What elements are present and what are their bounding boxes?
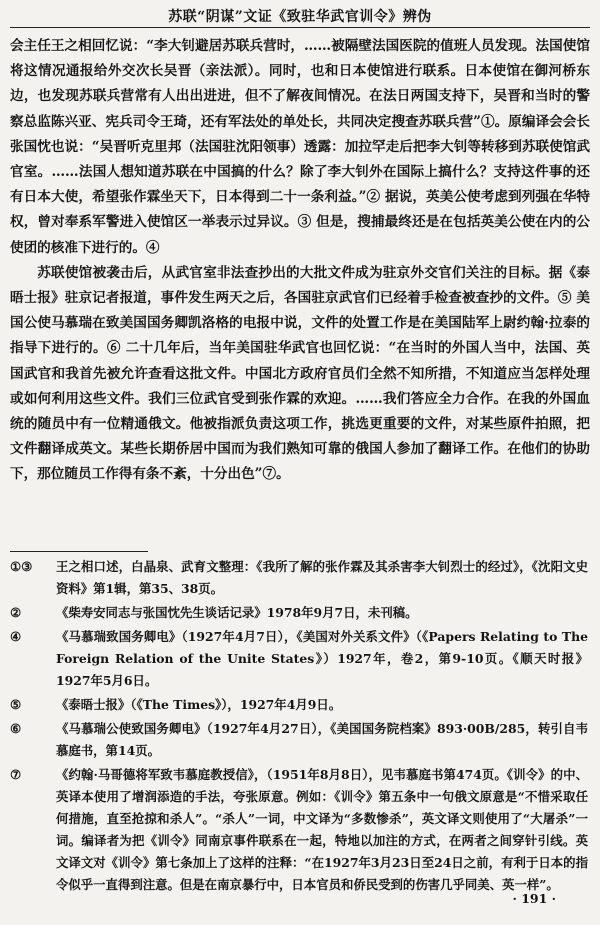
footnote-mark: ⑤: [10, 697, 22, 712]
footnote-mark: ①③: [10, 559, 33, 574]
footnote-5: [10, 694, 588, 716]
header-rule: [10, 27, 590, 28]
footnote-2: [10, 602, 588, 624]
footnote-mark: ⑥: [10, 721, 22, 736]
footnote-1-3: [10, 556, 588, 600]
footnote-mark: ④: [10, 629, 22, 644]
footnote-text: 《柴寿安同志与张国忱先生谈话记录》1978年9月7日，未刊稿。: [56, 605, 418, 620]
footnote-text: 《泰晤士报》（《The Times》），1927年4月9日。: [56, 697, 342, 712]
paragraph-1: 会主任王之相回忆说：“李大钊避居苏联兵营时，……被隔壁法国医院的值班人员发现。法国使馆将这情况通报给外交次长吴晋（亲法派）。同时，也和日本使馆进行联系。日本使馆在御河桥东边，也发现苏联兵营常有人出出进进，但不了解夜间情况。在法日两国支持下，吴晋和当时的警察总监陈兴亚、宪兵司令王琦，还有军法处的单处长，共同决定搜查苏联兵营”①。原编译会会长张国忱也说：“吴晋听克里邦（法国驻沈阳领事）透露：加拉罕走后把李大钊等转移到苏联使馆武官室。……法国人想知道苏联在中国搞的什么？除了李大钊外在国际上搞什么？支持这件事的还有日本大使，希望张作霖坐天下，日本得到二十一条利益。”② 据说，英美公使考虑到列强在华特权，曾对奉系军警进入使馆区一举表示过异议。③ 但是，搜捕最终还是在包括英美公使在内的公使团的核准下进行的。④: [10, 38, 590, 256]
footnote-7: [10, 764, 588, 896]
footnote-mark: ⑦: [10, 767, 22, 782]
footnote-text: 《马慕瑞公使致国务卿电》（1927年4月27日），《美国国务院档案》893·00B/285，转引自韦慕庭书，第14页。: [56, 721, 588, 758]
main-text: [10, 34, 590, 488]
page-number: · 191 ·: [512, 891, 556, 906]
footnote-6: [10, 718, 588, 762]
running-header: 苏联“阴谋”文证《致驻华武官训令》辨伪: [168, 9, 432, 25]
footnote-divider: [10, 551, 148, 552]
footnote-mark: ②: [10, 605, 22, 620]
footnote-text: 《马慕瑞致国务卿电》（1927年4月7日），《美国对外关系文件》（《Papers Relating to The Foreign Relation of the Unite States》）1927年，卷2，第9-10页。《顺天时报》1927年5月6日。: [56, 629, 588, 688]
paragraph-2: 苏联使馆被袭击后，从武官室非法查抄出的大批文件成为驻京外交官们关注的目标。据《泰晤士报》驻京记者报道，事件发生两天之后，各国驻京武官们已经着手检查被查抄的文件。⑤ 美国公使马慕瑞在致美国国务卿凯洛格的电报中说，文件的处置工作是在美国陆军上尉约翰·拉泰的指导下进行的。⑥ 二十几年后，当年美国驻华武官也回忆说：“在当时的外国人当中，法国、英国武官和我首先被允许查看这批文件。中国北方政府官员们全然不知所措，不知道应当怎样处理或如何利用这些文件。我们三位武官受到张作霖的欢迎。……我们答应全力合作。在我的外国血统的随员中有一位精通俄文。他被指派负责这项工作，挑选更重要的文件，对某些原件拍照，把文件翻译成英文。某些长期侨居中国而为我们熟知可靠的俄国人参加了翻译工作。在他们的协助下，那位随员工作得有条不紊，十分出色”⑦。: [10, 264, 590, 483]
footnote-text: 《约翰·马哥德将军致韦慕庭教授信》，（1951年8月8日），见韦慕庭书第474页。《训令》的中、英译本使用了增润添造的手法，夸张原意。例如：《训令》第五条中一句俄文原意是“不惜采取任何措施，直至抢掠和杀人”。“杀人”一词，中文译为“多数惨杀”，英文译文则使用了“大屠杀”一词。编译者为把《训令》同南京事件联系在一起，特地以加注的方式，在两者之间穿针引线。英文译文对《训令》第七条加上了这样的注释：“在1927年3月23日至24日之前，有利于日本的指令似乎一直得到注意。但是在南京暴行中，日本官员和侨民受到的伤害几乎同美、英一样”。: [56, 767, 588, 892]
footnote-4: [10, 626, 588, 692]
footnote-text: 王之相口述，白晶泉、武育文整理：《我所了解的张作霖及其杀害李大钊烈士的经过》，《沈阳文史资料》第1辑，第35、38页。: [56, 559, 588, 596]
footnotes: [10, 556, 588, 898]
